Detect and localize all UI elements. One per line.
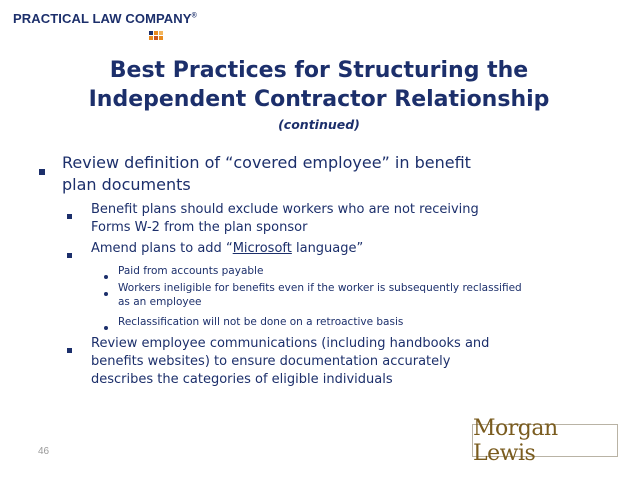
brand-square xyxy=(159,31,163,35)
dot-bullet-icon xyxy=(104,269,108,283)
slide-title-line: Independent Contractor Relationship xyxy=(88,87,550,112)
bullet-level2: Review employee communications (including handbooks and benefits websites) to ensure documentation accurately describes the categories of eligible individuals xyxy=(91,335,489,389)
bullet-level3: Reclassification will not be done on a retroactive basis xyxy=(118,315,403,329)
bullet-level1: Review definition of “covered employee” in benefit plan documents xyxy=(62,152,471,196)
bullet-level3: Workers ineligible for benefits even if the worker is subsequently reclassified as an employee xyxy=(118,281,522,309)
square-bullet-icon xyxy=(67,207,72,225)
logo-text: Morgan Lewis xyxy=(473,415,558,466)
slide-subtitle: (continued) xyxy=(278,117,360,132)
brand-name: PRACTICAL LAW COMPANY® xyxy=(13,11,197,26)
square-bullet-icon xyxy=(67,341,72,359)
bullet-level2: Amend plans to add “Microsoft language” xyxy=(91,240,363,258)
brand-header xyxy=(13,11,197,26)
brand-square xyxy=(154,31,158,35)
dot-bullet-icon xyxy=(104,320,108,334)
slide-title xyxy=(0,56,638,114)
bullet-level3: Paid from accounts payable xyxy=(118,264,263,278)
brand-square xyxy=(149,31,153,35)
bullet-level2: Benefit plans should exclude workers who are not receiving Forms W-2 from the plan sponsor xyxy=(91,201,479,237)
square-bullet-icon xyxy=(67,246,72,264)
brand-square xyxy=(159,36,163,40)
dot-bullet-icon xyxy=(104,286,108,300)
brand-square xyxy=(149,36,153,40)
brand-square xyxy=(154,36,158,40)
microsoft-link[interactable]: Microsoft xyxy=(232,241,292,256)
page-number: 46 xyxy=(38,446,50,457)
square-bullet-icon xyxy=(39,159,45,181)
slide-title-line: Best Practices for Structuring the xyxy=(109,58,529,83)
morgan-lewis-logo xyxy=(472,415,618,466)
